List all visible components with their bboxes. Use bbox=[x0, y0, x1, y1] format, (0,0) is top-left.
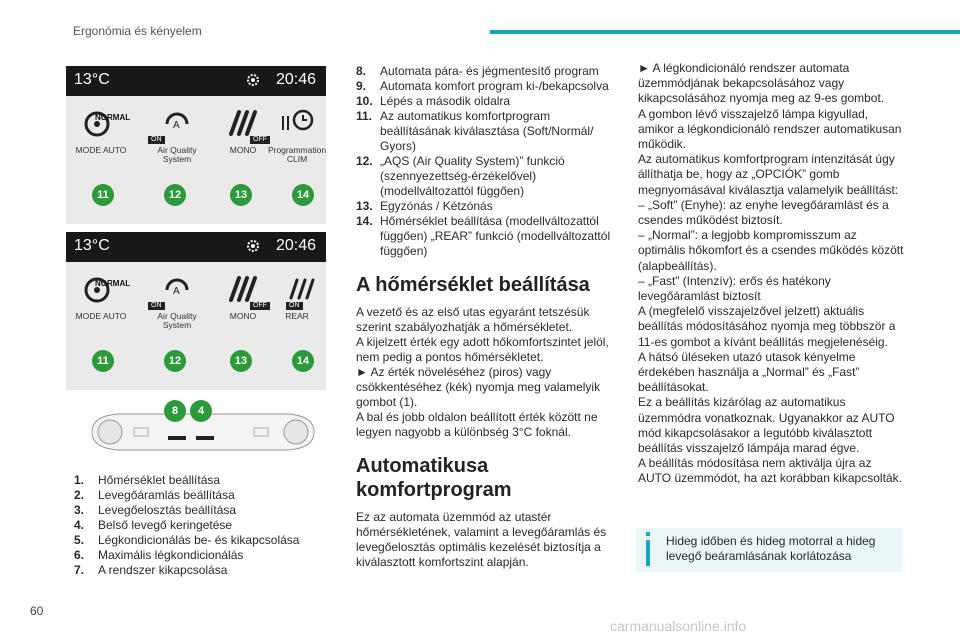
status-tag: OFF bbox=[250, 302, 270, 310]
callout-badge: 14 bbox=[292, 350, 314, 372]
info-text: Hideg időben és hideg motorral a hideg levegő beáramlásának korlátozása bbox=[666, 534, 876, 563]
info-icon-bar bbox=[646, 540, 650, 566]
list-item: 3. Levegőelosztás beállítása bbox=[74, 503, 237, 517]
callout-badge: 14 bbox=[292, 184, 314, 206]
mode-tag: NORMAL bbox=[95, 279, 131, 288]
clock-readout: 20:46 bbox=[275, 237, 316, 254]
list-item: 4. Belső levegő keringetése bbox=[74, 518, 233, 532]
airflow-icon bbox=[223, 272, 263, 306]
right-column bbox=[638, 61, 906, 487]
paragraph: A gombon lévő visszajelző lámpa kigyullad, amikor a légkondicionáló rendszer automatikusan működik. bbox=[638, 106, 902, 152]
callout-badge: 12 bbox=[164, 184, 186, 206]
paragraph: Ez az automata üzemmód az utastér hőmérsékletének, valamint a levegőáramlás és levegőelosztás optimális kezelését biztosítja a kiválasztott komfortszint alapján. bbox=[356, 510, 607, 569]
tile-label: MONO bbox=[229, 311, 257, 321]
paragraph: Az automatikus komfortprogram intenzitását úgy állíthatja be, hogy az „OPCIÓK” gomb megnyomásával kiválasztja valamelyik beállítást: bbox=[638, 152, 899, 197]
tile-label: REAR bbox=[285, 311, 309, 321]
header-accent-bar bbox=[490, 30, 960, 34]
status-tag: ON bbox=[286, 302, 303, 310]
programmation-clim-button[interactable] bbox=[266, 106, 328, 164]
rear-airflow-icon bbox=[277, 272, 317, 306]
paragraph: A hátsó üléseken utazó utasok kényelme érdekében használja a „Normal” és „Fast” beállításokat. bbox=[638, 349, 860, 395]
svg-text:A: A bbox=[173, 120, 180, 131]
watermark: carmanualsonline.info bbox=[610, 618, 747, 634]
paragraph: ► A légkondicionáló rendszer automata üzemmódjának bekapcsolásához vagy kikapcsolásához nyomja meg az 9-es gombot. bbox=[638, 61, 885, 106]
airflow-icon bbox=[223, 106, 263, 140]
aqs-button[interactable] bbox=[146, 106, 208, 164]
tile-label: Air Quality System bbox=[157, 145, 197, 164]
list-item: 9. Automata komfort program ki-/bekapcsolva bbox=[356, 79, 609, 93]
clock-readout: 20:46 bbox=[275, 71, 316, 88]
settings-gear-icon[interactable] bbox=[246, 239, 260, 253]
climate-screen-1 bbox=[66, 66, 326, 224]
tile-label: MONO bbox=[229, 145, 257, 155]
list-item: 1. Hőmérséklet beállítása bbox=[74, 473, 221, 487]
list-item: 13. Egyzónás / Kétzónás bbox=[356, 199, 493, 213]
section-heading-auto-comfort: Automatikusa komfortprogram bbox=[356, 455, 512, 501]
paragraph: Ez a beállítás kizárólag az automatikus üzemmódra vonatkoznak. Ugyanakkor az AUTO mód kikapcsolásakor a legutóbb kiválasztott beállítás visszajelző lámpája marad égve. bbox=[638, 395, 895, 456]
temperature-readout: 13°C bbox=[74, 71, 110, 88]
page-number: 60 bbox=[30, 604, 44, 618]
mode-tag: NORMAL bbox=[95, 113, 131, 122]
fan-auto-icon bbox=[81, 272, 121, 306]
tile-label: MODE AUTO bbox=[75, 311, 127, 321]
climate-screen-2 bbox=[66, 232, 326, 390]
tile-label: Air Quality System bbox=[157, 311, 197, 330]
control-panel-illustration bbox=[88, 398, 318, 458]
mode-auto-button[interactable] bbox=[70, 272, 132, 321]
list-item: 2. Levegőáramlás beállítása bbox=[74, 488, 235, 502]
running-header: Ergonómia és kényelem bbox=[73, 24, 202, 38]
controls-list-left bbox=[74, 473, 344, 578]
info-box bbox=[636, 528, 902, 572]
callout-badge: 4 bbox=[190, 400, 212, 422]
list-item: 8. Automata pára- és jégmentesítő program bbox=[356, 64, 599, 78]
aqs-button[interactable] bbox=[146, 272, 208, 330]
callout-badge: 12 bbox=[164, 350, 186, 372]
list-item: 10. Lépés a második oldalra bbox=[356, 94, 511, 108]
paragraph: A bal és jobb oldalon beállított érték között ne legyen nagyobb a különbség 3°C foknál. bbox=[356, 410, 598, 439]
paragraph: ► Az érték növeléséhez (piros) vagy csökkentéséhez (kék) nyomja meg valamelyik gombot (1). bbox=[356, 365, 601, 409]
list-item: 12. „AQS (Air Quality System)” funkció (szennyezettség-érzékelővel) (modellváltozattól függően) bbox=[356, 154, 565, 198]
paragraph: A kijelzett érték egy adott hőkomfortszintet jelöl, nem pedig a pontos hőmérsékletet. bbox=[356, 335, 609, 364]
paragraph: A beállítás módosítása nem aktiválja újra az AUTO üzemmódot, ha azt korábban kikapcsolták. bbox=[638, 456, 902, 486]
tile-label: MODE AUTO bbox=[75, 145, 127, 155]
tile-label: Programmation CLIM bbox=[267, 145, 327, 164]
clock-program-icon bbox=[277, 106, 317, 140]
paragraph: – „Soft” (Enyhe): az enyhe levegőáramlást és a csendes működést biztosít. bbox=[638, 197, 889, 228]
rear-button[interactable] bbox=[266, 272, 328, 321]
paragraph: – „Fast” (Intenzív): erős és hatékony levegőáramlást biztosít bbox=[638, 273, 831, 304]
status-tag: ON bbox=[148, 302, 165, 310]
mono-button[interactable] bbox=[212, 106, 274, 155]
recirculation-a-icon bbox=[157, 272, 197, 306]
info-icon bbox=[646, 532, 650, 536]
status-tag: OFF bbox=[250, 136, 270, 144]
fan-auto-icon bbox=[81, 106, 121, 140]
mono-button[interactable] bbox=[212, 272, 274, 321]
settings-gear-icon[interactable] bbox=[246, 73, 260, 87]
recirculation-a-icon bbox=[157, 106, 197, 140]
paragraph: – „Normal”: a legjobb kompromisszum az optimális hőkomfort és a csendes működés között (alapbeállítás). bbox=[638, 228, 904, 273]
temperature-readout: 13°C bbox=[74, 237, 110, 254]
callout-badge: 8 bbox=[164, 400, 186, 422]
list-item: 14. Hőmérséklet beállítása (modellváltozattól függően) „REAR” funkció (modellváltozattól függően) bbox=[356, 214, 611, 258]
mode-auto-button[interactable] bbox=[70, 106, 132, 155]
list-item: 7. A rendszer kikapcsolása bbox=[74, 563, 228, 577]
middle-column bbox=[356, 64, 618, 570]
paragraph: A (megfelelő visszajelzővel jelzett) aktuális beállítás módosításához nyomja meg többször a 11-es gombot a kívánt beállítás megjelenéséig. bbox=[638, 304, 896, 349]
status-tag: ON bbox=[148, 136, 165, 144]
callout-badge: 13 bbox=[230, 350, 252, 372]
list-item: 5. Légkondicionálás be- és kikapcsolása bbox=[74, 533, 300, 547]
list-item: 11. Az automatikus komfortprogram beállításának kiválasztása (Soft/Normál/ Gyors) bbox=[356, 109, 594, 153]
callout-badge: 13 bbox=[230, 184, 252, 206]
paragraph: A vezető és az első utas egyaránt tetszésük szerint szabályozhatják a hőmérsékletet. bbox=[356, 305, 590, 334]
list-item: 6. Maximális légkondicionálás bbox=[74, 548, 244, 562]
svg-text:A: A bbox=[173, 286, 180, 297]
section-heading-temperature: A hőmérséklet beállítása bbox=[356, 274, 590, 296]
callout-badge: 11 bbox=[92, 184, 114, 206]
callout-badge: 11 bbox=[92, 350, 114, 372]
